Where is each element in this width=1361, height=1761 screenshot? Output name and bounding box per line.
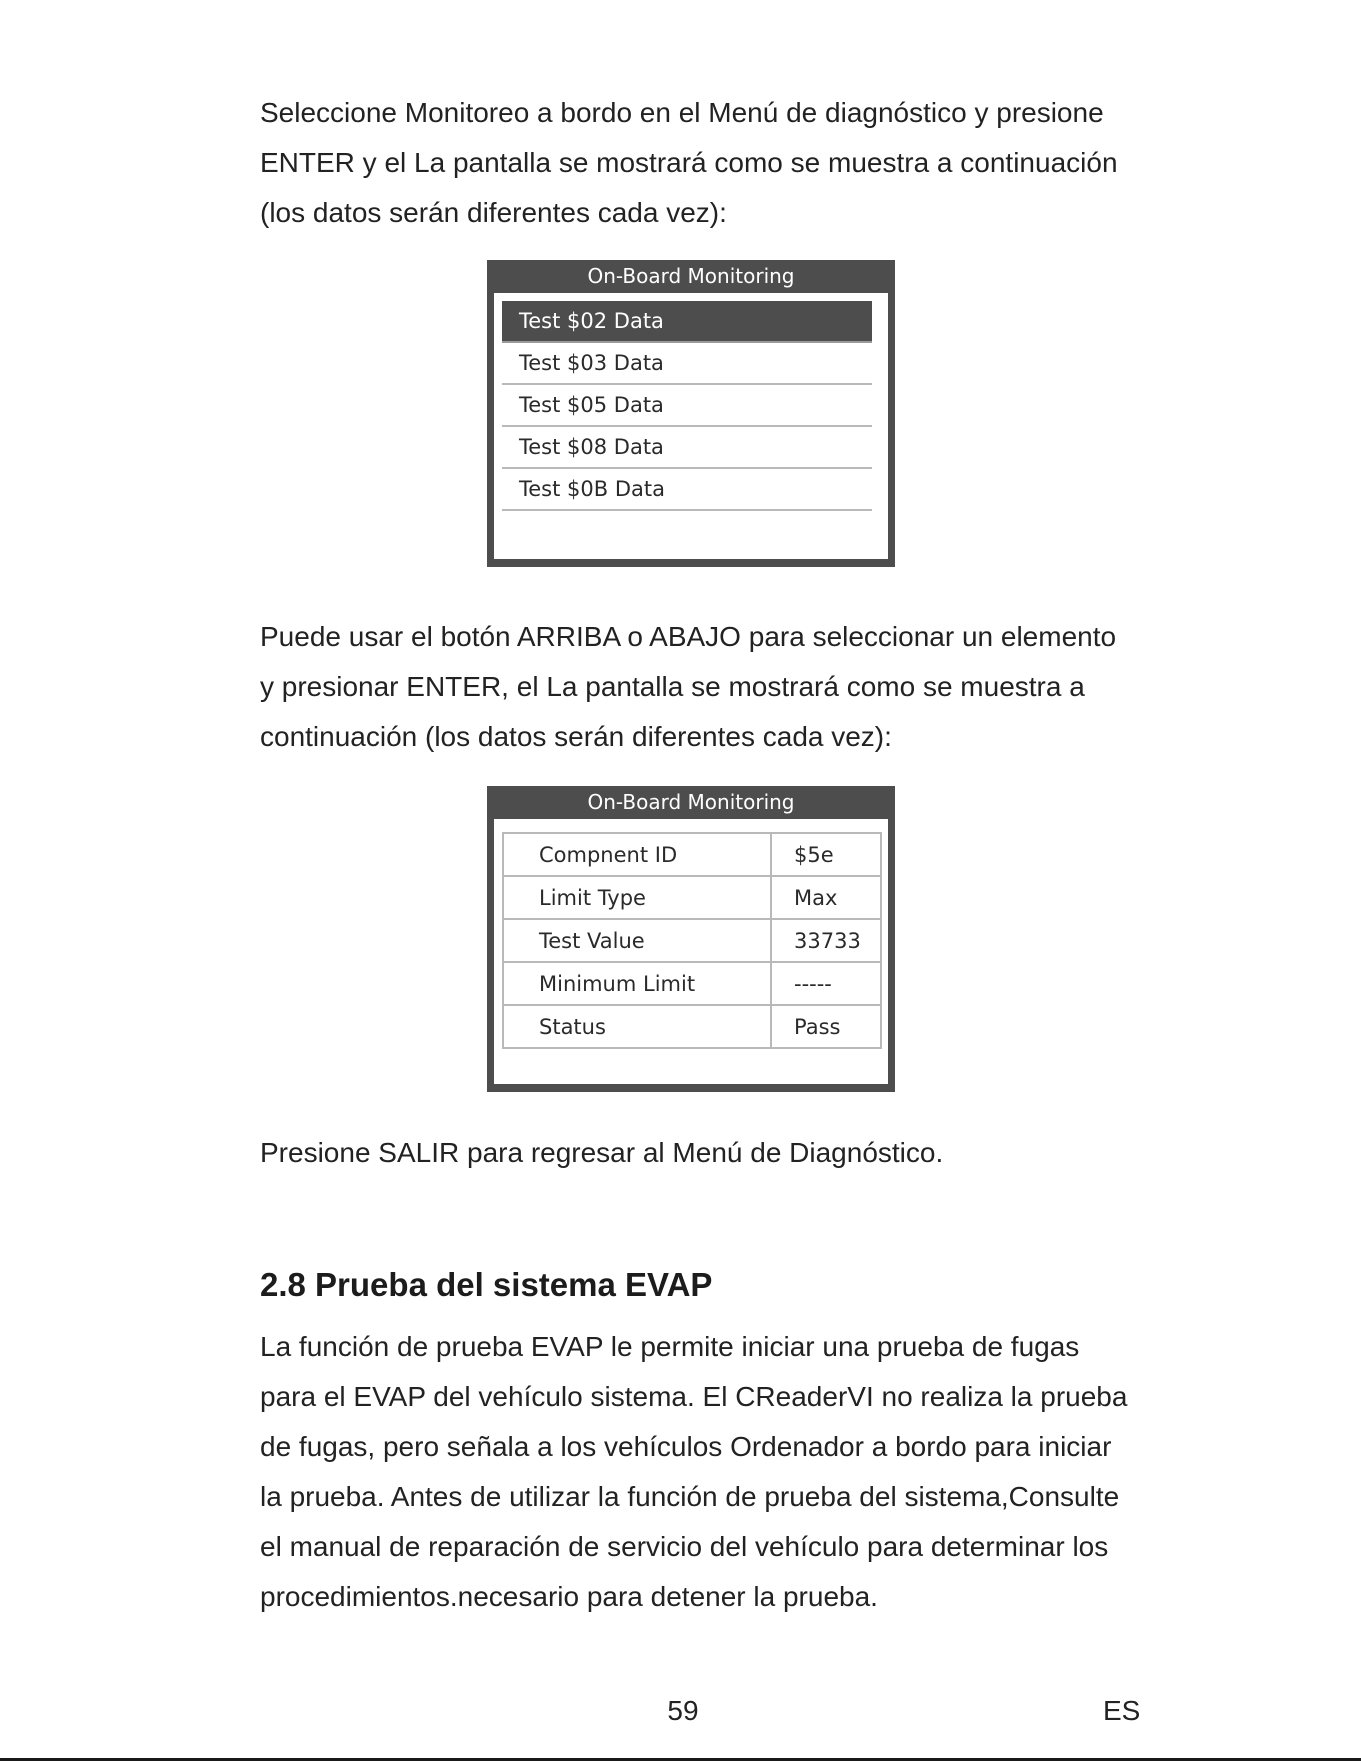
paragraph-line: y presionar ENTER, el La pantalla se mostrará como se muestra a	[260, 671, 1085, 702]
screen-body	[494, 293, 888, 559]
device-screen-menu	[487, 260, 895, 567]
language-code: ES	[1103, 1695, 1141, 1726]
screen-body	[494, 819, 888, 1084]
menu-item-test-08[interactable]: Test $08 Data	[502, 427, 872, 469]
section-heading: 2.8 Prueba del sistema EVAP	[260, 1266, 713, 1303]
table-row	[503, 876, 881, 919]
paragraph-line: el manual de reparación de servicio del vehículo para determinar los	[260, 1531, 1109, 1562]
table-row	[503, 962, 881, 1005]
monitoring-data-table	[502, 832, 882, 1049]
row-value: -----	[771, 962, 881, 1005]
intro-paragraph	[260, 88, 1180, 238]
menu-item-test-03[interactable]: Test $03 Data	[502, 343, 872, 385]
paragraph-line: La función de prueba EVAP le permite iniciar una prueba de fugas	[260, 1331, 1080, 1362]
page-number: 59	[667, 1695, 699, 1726]
device-screen-data	[487, 786, 895, 1092]
table-row	[503, 833, 881, 876]
screen-title: On-Board Monitoring	[587, 264, 795, 288]
paragraph-line: procedimientos.necesario para detener la prueba.	[260, 1581, 878, 1612]
menu-item-test-02[interactable]: Test $02 Data	[502, 301, 872, 343]
evap-paragraph	[260, 1322, 1180, 1622]
paragraph-line: de fugas, pero señala a los vehículos Ordenador a bordo para iniciar	[260, 1431, 1112, 1462]
exit-paragraph	[260, 1128, 1180, 1178]
row-value: Pass	[771, 1005, 881, 1048]
paragraph-line: Presione SALIR para regresar al Menú de Diagnóstico.	[260, 1137, 944, 1168]
paragraph-line: continuación (los datos serán diferentes cada vez):	[260, 721, 892, 752]
menu-item-test-0b[interactable]: Test $0B Data	[502, 469, 872, 511]
row-key: Minimum Limit	[503, 962, 771, 1005]
menu-item-test-05[interactable]: Test $05 Data	[502, 385, 872, 427]
paragraph-line: para el EVAP del vehículo sistema. El CReaderVI no realiza la prueba	[260, 1381, 1128, 1412]
paragraph-line: Seleccione Monitoreo a bordo en el Menú de diagnóstico y presione	[260, 97, 1104, 128]
row-key: Compnent ID	[503, 833, 771, 876]
row-key: Limit Type	[503, 876, 771, 919]
paragraph-line: la prueba. Antes de utilizar la función de prueba del sistema,Consulte	[260, 1481, 1120, 1512]
paragraph-line: (los datos serán diferentes cada vez):	[260, 197, 727, 228]
menu-list	[502, 301, 872, 511]
row-key: Status	[503, 1005, 771, 1048]
paragraph-line: ENTER y el La pantalla se mostrará como se muestra a continuación	[260, 147, 1118, 178]
screen-title: On-Board Monitoring	[587, 790, 795, 814]
navigation-paragraph	[260, 612, 1180, 762]
row-key: Test Value	[503, 919, 771, 962]
row-value: $5e	[771, 833, 881, 876]
row-value: Max	[771, 876, 881, 919]
row-value: 33733	[771, 919, 881, 962]
paragraph-line: Puede usar el botón ARRIBA o ABAJO para seleccionar un elemento	[260, 621, 1117, 652]
table-row	[503, 1005, 881, 1048]
table-row	[503, 919, 881, 962]
